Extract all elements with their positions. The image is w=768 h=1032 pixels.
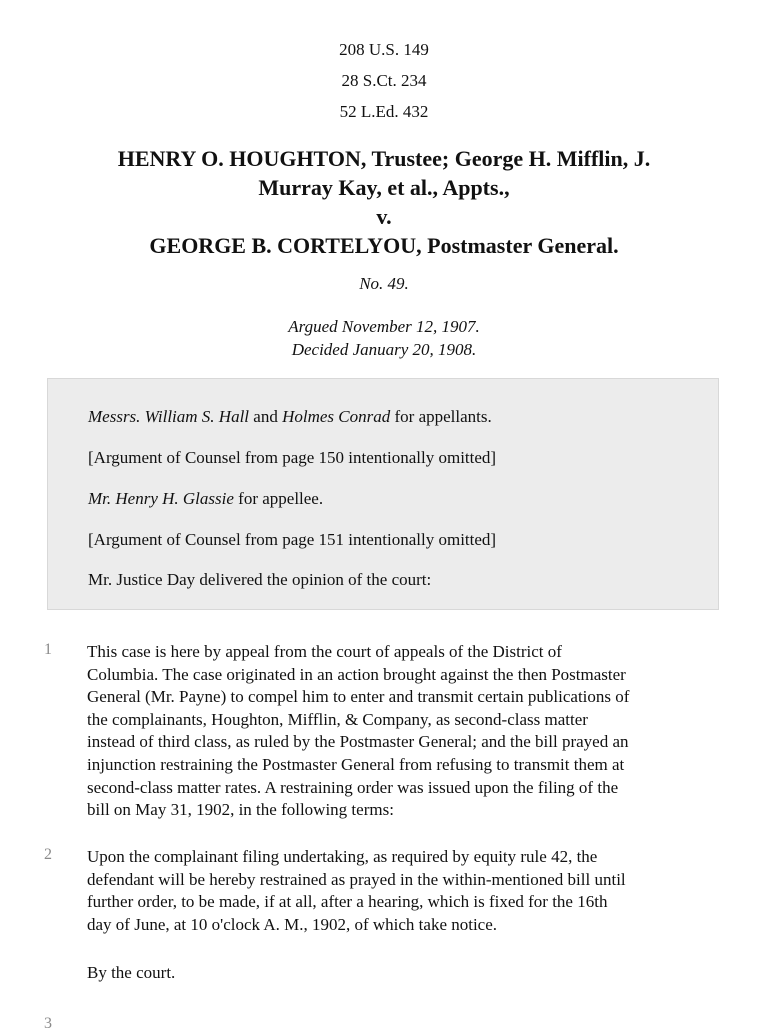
caption-appellants-line-2: Murray Kay, et al., Appts., xyxy=(258,175,510,200)
argument-omitted-note-2: [Argument of Counsel from page 151 intentionally omitted] xyxy=(88,530,497,549)
appellants-counsel-role: for appellants. xyxy=(390,407,492,426)
appellants-counsel-name-2: Holmes Conrad xyxy=(282,407,391,426)
case-dates xyxy=(0,315,768,361)
paragraph-text xyxy=(87,846,727,936)
paragraph-line: second-class matter rates. A restraining order was issued upon the filing of the xyxy=(87,777,619,797)
caption-appellants-line-1: HENRY O. HOUGHTON, Trustee; George H. Mifflin, J. xyxy=(117,146,651,171)
caption-appellee-line: GEORGE B. CORTELYOU, Postmaster General. xyxy=(149,233,619,258)
appellee-counsel-name: Mr. Henry H. Glassie xyxy=(88,489,234,508)
counsel-box xyxy=(47,378,719,610)
paragraph-line: further order, to be made, if at all, after a hearing, which is fixed for the 16th xyxy=(87,892,608,912)
paragraph-text xyxy=(87,962,727,985)
paragraph-line: General (Mr. Payne) to compel him to enter and transmit certain publications of xyxy=(87,687,630,707)
caption-versus: v. xyxy=(376,204,392,229)
paragraph-number: 2 xyxy=(44,846,52,863)
paragraph-line: day of June, at 10 o'clock A. M., 1902, of which take notice. xyxy=(87,914,498,934)
appellee-counsel-line xyxy=(88,489,323,509)
appellants-counsel-name-1: Messrs. William S. Hall xyxy=(88,407,250,426)
paragraph-line: instead of third class, as ruled by the Postmaster General; and the bill prayed an xyxy=(87,732,629,752)
paragraph-number-cut-off: 3 xyxy=(44,1015,52,1032)
paragraph-line: By the court. xyxy=(87,963,176,982)
paragraph-text xyxy=(87,641,727,822)
case-caption xyxy=(40,144,728,260)
paragraph-line: injunction restraining the Postmaster General from refusing to transmit them at xyxy=(87,754,625,774)
docket-number: No. 49. xyxy=(359,274,409,293)
decided-date: Decided January 20, 1908. xyxy=(291,340,477,359)
appellee-counsel-role: for appellee. xyxy=(233,489,324,508)
paragraph-number: 1 xyxy=(44,641,52,658)
paragraph-line: the complainants, Houghton, Mifflin, & Company, as second-class matter xyxy=(87,709,588,729)
citation-block xyxy=(0,34,768,127)
appellants-counsel-and: and xyxy=(249,407,283,426)
argument-omitted-note-1: [Argument of Counsel from page 150 intentionally omitted] xyxy=(88,448,497,467)
lawyers-edition-citation: 52 L.Ed. 432 xyxy=(339,102,429,121)
us-reports-citation: 208 U.S. 149 xyxy=(339,40,429,59)
appellants-counsel-line xyxy=(88,407,492,427)
paragraph-line: bill on May 31, 1902, in the following terms: xyxy=(87,800,394,820)
paragraph-line: defendant will be hereby restrained as prayed in the within-mentioned bill until xyxy=(87,869,626,889)
paragraph-line: Upon the complainant filing undertaking, as required by equity rule 42, the xyxy=(87,847,598,866)
paragraph-line: Columbia. The case originated in an action brought against the then Postmaster xyxy=(87,664,626,684)
opinion-intro: Mr. Justice Day delivered the opinion of the court: xyxy=(88,570,432,589)
paragraph-line: This case is here by appeal from the court of appeals of the District of xyxy=(87,642,562,661)
argued-date: Argued November 12, 1907. xyxy=(288,317,480,336)
supreme-court-reporter-citation: 28 S.Ct. 234 xyxy=(341,71,427,90)
